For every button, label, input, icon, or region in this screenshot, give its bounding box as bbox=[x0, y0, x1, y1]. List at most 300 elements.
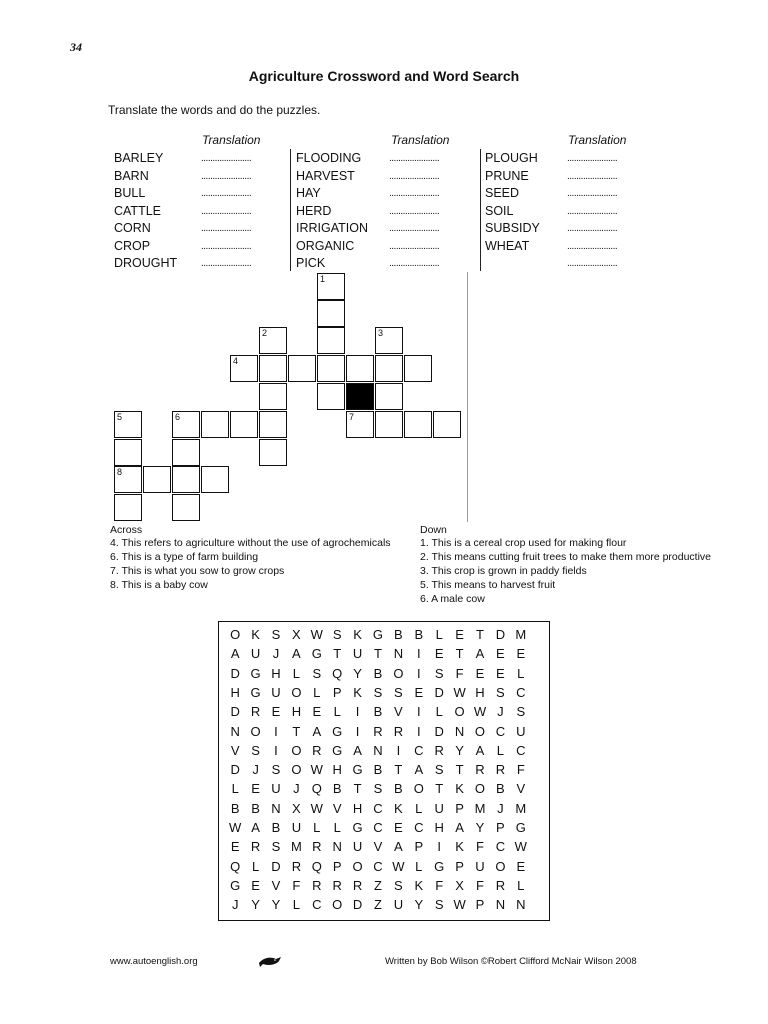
word-search-letter[interactable]: A bbox=[312, 723, 322, 739]
vocab-row bbox=[296, 238, 481, 256]
word-search-letter[interactable]: E bbox=[434, 646, 444, 662]
word-search-letter[interactable]: L bbox=[435, 704, 443, 720]
word-search-letter[interactable]: D bbox=[352, 897, 363, 913]
word-search-letter[interactable]: O bbox=[495, 858, 506, 874]
word-search-letter[interactable]: I bbox=[396, 742, 401, 758]
word-search-letter[interactable]: Q bbox=[230, 858, 241, 874]
word-search-letter[interactable]: E bbox=[251, 877, 260, 893]
word-search-letter[interactable]: M bbox=[290, 839, 302, 855]
word-search-letter[interactable]: A bbox=[475, 646, 485, 662]
word-search-letter[interactable]: W bbox=[453, 684, 466, 700]
word-search-letter[interactable]: P bbox=[455, 858, 464, 874]
word-search-letter[interactable]: H bbox=[271, 665, 281, 681]
word-search-letter[interactable]: I bbox=[274, 723, 278, 739]
crossword-cell[interactable] bbox=[259, 355, 287, 382]
word-search-letter[interactable]: L bbox=[333, 820, 341, 835]
crossword-cell[interactable] bbox=[404, 411, 432, 438]
word-search-letter[interactable]: P bbox=[496, 820, 505, 835]
vocab-word: CROP bbox=[114, 238, 151, 253]
translation-blank[interactable]: ...................... bbox=[567, 223, 618, 234]
word-search-letter[interactable]: O bbox=[250, 723, 261, 739]
word-search-letter[interactable]: S bbox=[251, 742, 260, 758]
word-search-letter[interactable]: M bbox=[474, 800, 486, 816]
word-search-letter[interactable]: C bbox=[495, 723, 506, 739]
word-search-letter[interactable]: N bbox=[332, 839, 342, 855]
translation-blank[interactable]: ...................... bbox=[201, 153, 252, 164]
word-search-letter[interactable]: I bbox=[274, 742, 278, 758]
crossword-cell[interactable] bbox=[172, 411, 200, 438]
word-search-letter[interactable]: N bbox=[454, 723, 465, 739]
word-search-letter[interactable]: J bbox=[497, 800, 504, 816]
word-search-letter[interactable]: R bbox=[434, 742, 444, 758]
word-search-letter[interactable]: U bbox=[352, 646, 363, 662]
word-search-letter[interactable]: H bbox=[352, 800, 363, 816]
word-search-letter[interactable]: U bbox=[516, 723, 526, 739]
crossword-cell[interactable] bbox=[230, 355, 258, 382]
word-search-letter[interactable]: S bbox=[434, 762, 444, 778]
word-search-letter[interactable]: G bbox=[332, 742, 343, 758]
vocab-row bbox=[296, 220, 481, 238]
word-search-letter[interactable]: R bbox=[373, 723, 383, 739]
word-search-letter[interactable]: V bbox=[271, 877, 281, 893]
word-search-letter[interactable]: G bbox=[311, 646, 322, 662]
footer-website[interactable]: www.autoenglish.org bbox=[110, 956, 198, 967]
word-search-letter[interactable]: E bbox=[414, 684, 424, 700]
crossword-cell[interactable] bbox=[259, 327, 287, 354]
word-search-letter[interactable]: K bbox=[353, 684, 362, 700]
word-search-letter[interactable]: E bbox=[271, 704, 281, 720]
vocab-row bbox=[114, 255, 294, 273]
word-search-letter[interactable]: U bbox=[393, 897, 404, 913]
translation-blank[interactable]: ...................... bbox=[567, 170, 618, 182]
word-search-letter[interactable]: E bbox=[516, 858, 526, 874]
word-search-letter[interactable]: H bbox=[434, 820, 444, 835]
word-search-letter[interactable]: W bbox=[310, 627, 323, 642]
word-search-letter[interactable]: C bbox=[373, 800, 383, 816]
word-search-letter[interactable]: L bbox=[517, 877, 525, 893]
word-search-letter[interactable]: E bbox=[496, 646, 505, 662]
word-search-letter[interactable]: U bbox=[434, 800, 444, 816]
word-search-letter[interactable]: J bbox=[252, 762, 259, 778]
word-search-letter[interactable]: A bbox=[394, 839, 403, 855]
crossword-cell[interactable] bbox=[230, 411, 258, 438]
word-search-letter[interactable]: P bbox=[455, 800, 464, 816]
word-search-letter[interactable]: S bbox=[394, 684, 403, 700]
word-search-letter[interactable]: T bbox=[455, 762, 464, 778]
word-search-letter[interactable]: O bbox=[291, 762, 302, 778]
translation-blank[interactable]: ...................... bbox=[201, 223, 252, 234]
word-search-letter[interactable]: E bbox=[475, 665, 485, 681]
word-search-letter[interactable]: I bbox=[416, 646, 421, 662]
word-search-letter[interactable]: U bbox=[250, 646, 261, 662]
word-search-letter[interactable]: Y bbox=[455, 742, 464, 758]
crossword-cell[interactable] bbox=[375, 411, 403, 438]
crossword-cell[interactable] bbox=[375, 383, 403, 410]
word-search-letter[interactable]: I bbox=[355, 704, 360, 720]
word-search-letter[interactable]: L bbox=[435, 627, 443, 642]
crossword-cell[interactable] bbox=[114, 494, 142, 521]
crossword-cell[interactable] bbox=[346, 411, 374, 438]
crossword-cell[interactable] bbox=[143, 466, 171, 493]
word-search-letter[interactable]: R bbox=[312, 742, 322, 758]
word-search-letter[interactable]: C bbox=[312, 897, 322, 913]
word-search-letter[interactable]: A bbox=[475, 742, 485, 758]
word-search-letter[interactable]: L bbox=[415, 800, 423, 816]
crossword-cell[interactable] bbox=[201, 466, 229, 493]
word-search-letter[interactable]: O bbox=[230, 627, 241, 642]
word-search-letter[interactable]: X bbox=[292, 627, 301, 642]
word-search-letter[interactable]: N bbox=[393, 646, 404, 662]
word-search-letter[interactable]: D bbox=[230, 665, 240, 681]
translation-blank[interactable]: ...................... bbox=[389, 188, 440, 199]
word-search-letter[interactable]: R bbox=[312, 877, 322, 893]
word-search-letter[interactable]: J bbox=[497, 704, 504, 720]
word-search-letter[interactable]: R bbox=[475, 762, 485, 778]
word-search-letter[interactable]: F bbox=[476, 839, 484, 855]
word-search-letter[interactable]: F bbox=[435, 877, 444, 893]
word-search-letter[interactable]: E bbox=[496, 665, 505, 681]
word-search-letter[interactable]: B bbox=[271, 820, 281, 835]
word-search-letter[interactable]: V bbox=[516, 781, 526, 797]
crossword-cell[interactable] bbox=[259, 411, 287, 438]
word-search-letter[interactable]: L bbox=[496, 742, 504, 758]
word-search-letter[interactable]: T bbox=[476, 627, 484, 642]
word-search-letter[interactable]: X bbox=[292, 800, 301, 816]
word-search-letter[interactable]: E bbox=[230, 839, 240, 855]
crossword-cell[interactable] bbox=[317, 327, 345, 354]
word-search-letter[interactable]: T bbox=[455, 646, 464, 662]
word-search-letter[interactable]: B bbox=[373, 762, 383, 778]
word-search-letter[interactable]: H bbox=[475, 684, 485, 700]
word-search-letter[interactable]: V bbox=[394, 704, 403, 720]
word-search-letter[interactable]: S bbox=[312, 665, 322, 681]
word-search-letter[interactable]: F bbox=[455, 665, 464, 681]
translation-blank[interactable]: ...................... bbox=[567, 153, 618, 164]
word-search-letter[interactable]: B bbox=[373, 665, 383, 681]
word-search-letter[interactable]: H bbox=[291, 704, 302, 720]
word-search-letter[interactable]: N bbox=[271, 800, 281, 816]
word-search-letter[interactable]: A bbox=[292, 646, 301, 662]
word-search-letter[interactable]: R bbox=[352, 877, 363, 893]
word-search-letter[interactable]: B bbox=[332, 781, 342, 797]
word-search-letter[interactable]: I bbox=[416, 665, 421, 681]
word-search-letter[interactable]: S bbox=[496, 684, 505, 700]
word-search-letter[interactable]: A bbox=[414, 762, 424, 778]
crossword-cell[interactable] bbox=[259, 439, 287, 466]
word-search-letter[interactable]: B bbox=[230, 800, 240, 816]
translation-blank[interactable]: ...................... bbox=[201, 240, 252, 252]
word-search-letter[interactable]: B bbox=[251, 800, 260, 816]
word-search-letter[interactable]: T bbox=[374, 646, 382, 662]
word-search-letter[interactable]: R bbox=[250, 839, 261, 855]
word-search-letter[interactable]: V bbox=[332, 800, 342, 816]
crossword-cell[interactable] bbox=[375, 327, 403, 354]
word-search-letter[interactable]: N bbox=[495, 897, 506, 913]
word-search-letter[interactable]: B bbox=[496, 781, 505, 797]
word-search-letter[interactable]: E bbox=[251, 781, 260, 797]
word-search-letter[interactable]: T bbox=[435, 781, 444, 797]
word-search-letter[interactable]: O bbox=[291, 742, 302, 758]
translation-blank[interactable]: ...................... bbox=[389, 205, 440, 217]
word-search-letter[interactable]: R bbox=[495, 877, 506, 893]
word-search-letter[interactable]: A bbox=[455, 820, 464, 835]
word-search-letter[interactable]: D bbox=[495, 627, 506, 642]
word-search-letter[interactable]: C bbox=[414, 820, 424, 835]
word-search-letter[interactable]: O bbox=[393, 665, 404, 681]
word-search-letter[interactable]: C bbox=[495, 839, 506, 855]
word-search-letter[interactable]: Y bbox=[414, 897, 424, 913]
translation-header-3: Translation bbox=[568, 133, 627, 147]
word-search-letter[interactable]: U bbox=[352, 839, 363, 855]
word-search-letter[interactable]: S bbox=[271, 762, 281, 778]
translation-blank[interactable]: ...................... bbox=[201, 205, 252, 217]
translation-blank[interactable]: ...................... bbox=[567, 188, 618, 199]
crossword-cell[interactable] bbox=[288, 355, 316, 382]
word-search-letter[interactable]: R bbox=[495, 762, 506, 778]
word-search-letter[interactable]: H bbox=[230, 684, 240, 700]
word-search-letter[interactable]: S bbox=[373, 781, 383, 797]
clue-number: 3 bbox=[378, 328, 384, 338]
translation-blank[interactable]: ...................... bbox=[567, 240, 618, 252]
word-search-letter[interactable]: R bbox=[312, 839, 322, 855]
clue: 6. A male cow bbox=[420, 593, 485, 605]
word-search-letter[interactable]: P bbox=[332, 684, 342, 700]
vocab-row bbox=[485, 255, 660, 273]
word-search-letter[interactable]: L bbox=[292, 665, 300, 681]
word-search-letter[interactable]: S bbox=[271, 627, 281, 642]
column-divider-1 bbox=[290, 149, 291, 271]
word-search-letter[interactable]: U bbox=[271, 684, 281, 700]
translation-blank[interactable]: ...................... bbox=[201, 188, 252, 199]
page-number: 34 bbox=[70, 40, 82, 54]
crossword-cell[interactable] bbox=[317, 355, 345, 382]
vocab-row bbox=[296, 168, 481, 186]
word-search-letter[interactable]: Z bbox=[374, 897, 382, 913]
word-search-letter[interactable]: R bbox=[393, 723, 404, 739]
word-search-letter[interactable]: S bbox=[373, 684, 383, 700]
word-search-letter[interactable]: L bbox=[231, 781, 239, 797]
word-search-letter[interactable]: Y bbox=[353, 665, 362, 681]
word-search-letter[interactable]: O bbox=[332, 897, 343, 913]
word-search-letter[interactable]: S bbox=[434, 897, 444, 913]
word-search-letter[interactable]: L bbox=[313, 820, 321, 835]
crossword-cell[interactable] bbox=[433, 411, 461, 438]
word-search-letter[interactable]: L bbox=[517, 665, 525, 681]
word-search-letter[interactable]: Q bbox=[311, 781, 322, 797]
word-search-letter[interactable]: W bbox=[310, 762, 323, 778]
translation-blank[interactable]: ...................... bbox=[201, 170, 252, 182]
crossword-cell[interactable] bbox=[317, 273, 345, 300]
word-search-letter[interactable]: B bbox=[394, 627, 403, 642]
word-search-letter[interactable]: D bbox=[434, 684, 444, 700]
word-search-letter[interactable]: E bbox=[455, 627, 464, 642]
word-search-letter[interactable]: O bbox=[352, 858, 363, 874]
word-search-letter[interactable]: F bbox=[476, 877, 484, 893]
word-search-letter[interactable]: V bbox=[373, 839, 383, 855]
word-search-letter[interactable]: S bbox=[434, 665, 444, 681]
word-search-letter[interactable]: Q bbox=[332, 665, 343, 681]
word-search-letter[interactable]: I bbox=[437, 839, 441, 855]
word-search-letter[interactable]: G bbox=[352, 762, 363, 778]
word-search-letter[interactable]: C bbox=[414, 742, 424, 758]
word-search-letter[interactable]: C bbox=[373, 820, 383, 835]
word-search-letter[interactable]: X bbox=[455, 877, 464, 893]
word-search-letter[interactable]: E bbox=[312, 704, 322, 720]
word-search-letter[interactable]: D bbox=[230, 762, 240, 778]
word-search-letter[interactable]: B bbox=[414, 627, 424, 642]
word-search-letter[interactable]: L bbox=[292, 897, 300, 913]
crossword-cell[interactable] bbox=[317, 300, 345, 327]
word-search-letter[interactable]: S bbox=[271, 839, 281, 855]
word-search-letter[interactable]: G bbox=[352, 820, 363, 835]
translation-blank[interactable]: ...................... bbox=[389, 258, 440, 269]
word-search-letter[interactable]: A bbox=[251, 820, 260, 835]
word-search-letter[interactable]: N bbox=[516, 897, 526, 913]
word-search-letter[interactable]: U bbox=[475, 858, 485, 874]
word-search-letter[interactable]: Z bbox=[374, 877, 382, 893]
word-search-letter[interactable]: W bbox=[229, 820, 242, 835]
word-search-letter[interactable]: I bbox=[416, 704, 421, 720]
word-search-letter[interactable]: K bbox=[251, 627, 260, 642]
word-search-letter[interactable]: W bbox=[310, 800, 323, 816]
crossword-cell[interactable] bbox=[172, 466, 200, 493]
word-search-letter[interactable]: T bbox=[333, 646, 342, 662]
crossword-cell[interactable] bbox=[404, 355, 432, 382]
word-search-letter[interactable]: A bbox=[230, 646, 240, 662]
word-search-letter[interactable]: I bbox=[355, 723, 360, 739]
translation-blank[interactable]: ...................... bbox=[389, 170, 440, 182]
word-search-letter[interactable]: F bbox=[292, 877, 301, 893]
word-search-letter[interactable]: J bbox=[272, 646, 280, 662]
word-search-letter[interactable]: Y bbox=[271, 897, 281, 913]
crossword-cell[interactable] bbox=[346, 355, 374, 382]
word-search-letter[interactable]: S bbox=[332, 627, 342, 642]
word-search-letter[interactable]: D bbox=[271, 858, 281, 874]
translation-blank[interactable]: ...................... bbox=[567, 205, 618, 217]
word-search-letter[interactable]: H bbox=[332, 762, 342, 778]
word-search-letter[interactable]: P bbox=[475, 897, 485, 913]
word-search-letter[interactable]: D bbox=[434, 723, 444, 739]
word-search-letter[interactable]: K bbox=[455, 781, 464, 797]
word-search-letter[interactable]: W bbox=[473, 704, 487, 720]
word-search-letter[interactable]: J bbox=[231, 897, 239, 913]
word-search-letter[interactable]: U bbox=[271, 781, 281, 797]
word-search-letter[interactable]: L bbox=[251, 858, 260, 874]
word-search-letter[interactable]: R bbox=[291, 858, 302, 874]
crossword-cell[interactable] bbox=[114, 466, 142, 493]
word-search-letter[interactable]: S bbox=[516, 704, 526, 720]
word-search-letter[interactable]: R bbox=[332, 877, 342, 893]
word-search-letter[interactable]: O bbox=[474, 781, 486, 797]
translation-header-2: Translation bbox=[391, 133, 450, 147]
word-search-letter[interactable]: G bbox=[230, 877, 241, 893]
vocab-word: SUBSIDY bbox=[485, 221, 540, 235]
crossword-cell[interactable] bbox=[201, 411, 229, 438]
word-search-letter[interactable]: G bbox=[332, 723, 343, 739]
word-search-letter[interactable]: G bbox=[372, 627, 384, 642]
word-search-letter[interactable]: O bbox=[454, 704, 465, 720]
word-search-letter[interactable]: C bbox=[373, 858, 383, 874]
word-search-letter[interactable]: P bbox=[332, 858, 342, 874]
word-search-letter[interactable]: F bbox=[516, 762, 525, 778]
word-search-letter[interactable]: R bbox=[250, 704, 261, 720]
clue: 8. This is a baby cow bbox=[110, 579, 208, 591]
word-search-letter[interactable]: U bbox=[291, 820, 302, 835]
crossword-cell[interactable] bbox=[172, 494, 200, 521]
word-search-letter[interactable]: W bbox=[392, 858, 405, 874]
word-search-letter[interactable]: Y bbox=[251, 897, 260, 913]
word-search-letter[interactable]: O bbox=[291, 684, 302, 700]
word-search-letter[interactable]: K bbox=[414, 877, 424, 893]
word-search-letter[interactable]: M bbox=[515, 627, 527, 642]
word-search-letter[interactable]: S bbox=[394, 877, 403, 893]
word-search-letter[interactable]: V bbox=[230, 742, 240, 758]
word-search-letter[interactable]: D bbox=[230, 704, 240, 720]
word-search-letter[interactable]: G bbox=[250, 665, 261, 681]
word-search-letter[interactable]: K bbox=[394, 800, 403, 816]
word-search-letter[interactable]: G bbox=[515, 820, 526, 835]
word-search-letter[interactable]: T bbox=[292, 723, 301, 739]
translation-blank[interactable]: ...................... bbox=[389, 153, 440, 164]
word-search-letter[interactable]: B bbox=[373, 704, 383, 720]
word-search-letter[interactable]: G bbox=[250, 684, 261, 700]
word-search-letter[interactable]: A bbox=[353, 742, 362, 758]
vocab-row bbox=[485, 185, 660, 203]
vocab-row bbox=[296, 150, 481, 168]
word-search-letter[interactable]: I bbox=[416, 723, 421, 739]
crossword-cell[interactable] bbox=[317, 383, 345, 410]
vocab-word: PLOUGH bbox=[485, 151, 538, 165]
translation-blank[interactable]: ...................... bbox=[389, 223, 440, 234]
crossword-cell[interactable] bbox=[114, 439, 142, 466]
across-header: Across bbox=[110, 524, 143, 536]
word-search-letter[interactable]: K bbox=[353, 627, 362, 642]
word-search-letter[interactable]: J bbox=[293, 781, 300, 797]
word-search-letter[interactable]: O bbox=[413, 781, 424, 797]
word-search-letter[interactable]: E bbox=[516, 646, 526, 662]
word-search-letter[interactable]: M bbox=[515, 800, 527, 816]
word-search-letter[interactable]: C bbox=[516, 742, 526, 758]
word-search-letter[interactable]: K bbox=[455, 839, 464, 855]
word-search-letter[interactable]: Q bbox=[311, 858, 322, 874]
vocab-row bbox=[114, 168, 294, 186]
vocab-row bbox=[485, 168, 660, 186]
word-search-letter[interactable]: N bbox=[230, 723, 240, 739]
word-search-letter[interactable]: E bbox=[394, 820, 403, 835]
word-search-letter[interactable]: N bbox=[373, 742, 383, 758]
word-search-letter[interactable]: B bbox=[394, 781, 403, 797]
crossword-cell[interactable] bbox=[172, 439, 200, 466]
word-search-letter[interactable]: L bbox=[415, 858, 423, 874]
crossword-cell[interactable] bbox=[375, 355, 403, 382]
word-search-letter[interactable]: T bbox=[353, 781, 362, 797]
word-search-letter[interactable]: L bbox=[313, 684, 321, 700]
word-search-letter[interactable]: O bbox=[474, 723, 486, 739]
word-search-letter[interactable]: W bbox=[453, 897, 466, 913]
word-search-letter[interactable]: L bbox=[333, 704, 341, 720]
word-search-letter[interactable]: Y bbox=[475, 820, 485, 835]
crossword-cell[interactable] bbox=[114, 411, 142, 438]
word-search-letter[interactable]: W bbox=[514, 839, 527, 855]
word-search-letter[interactable]: T bbox=[394, 762, 403, 778]
word-search-letter[interactable]: C bbox=[516, 684, 526, 700]
word-search-letter[interactable]: P bbox=[414, 839, 424, 855]
translation-blank[interactable]: ...................... bbox=[567, 258, 618, 269]
word-search-letter[interactable]: G bbox=[434, 858, 445, 874]
translation-blank[interactable]: ...................... bbox=[389, 240, 440, 252]
crossword-cell[interactable] bbox=[259, 383, 287, 410]
translation-blank[interactable]: ...................... bbox=[201, 258, 252, 269]
